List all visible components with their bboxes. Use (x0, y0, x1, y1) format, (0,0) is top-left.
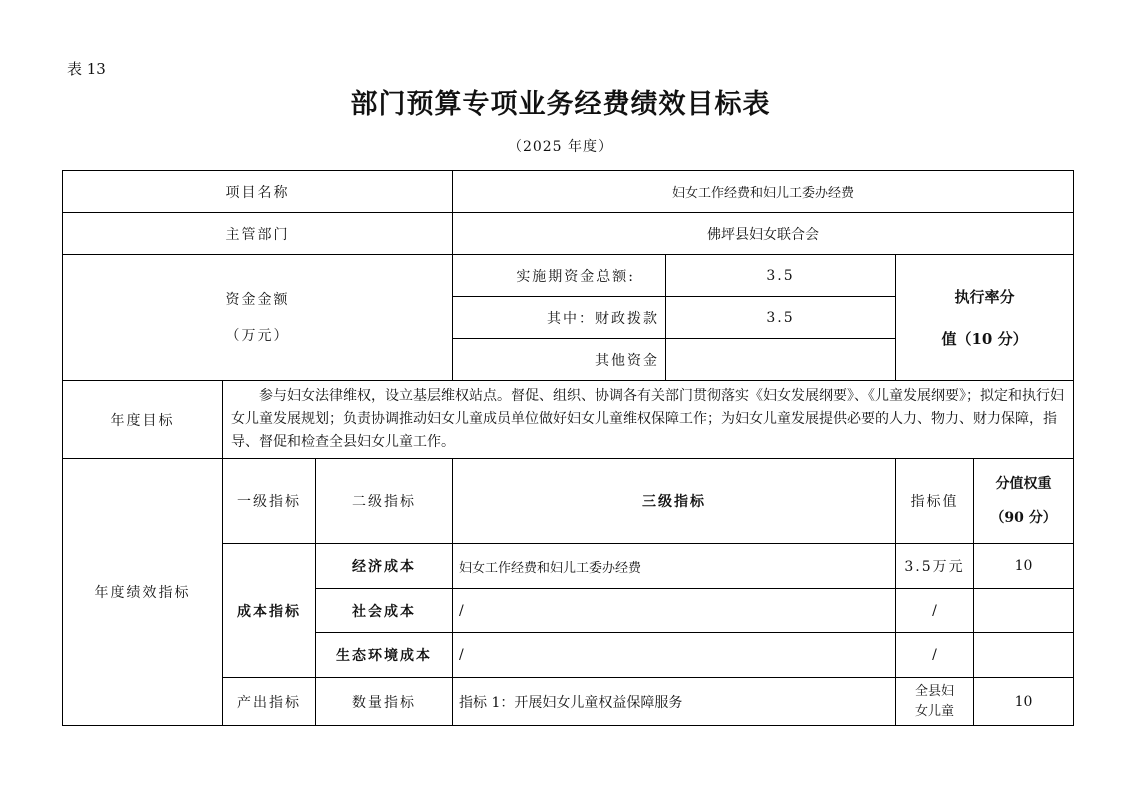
output-indicator-label: 产出指标 (223, 678, 316, 726)
header-level3: 三级指标 (453, 459, 896, 544)
header-level1: 一级指标 (223, 459, 316, 544)
funds-label-cell (63, 255, 453, 381)
header-weight-label: 分值权重 (995, 476, 1052, 492)
row-value: 3.5万元 (896, 544, 974, 589)
row-level3: 指标 1：开展妇女儿童权益保障服务 (453, 678, 896, 726)
funds-total-label: 实施期资金总额: (453, 255, 666, 297)
execution-rate-cell (896, 255, 1074, 381)
department-value: 佛坪县妇女联合会 (453, 213, 1074, 255)
funds-other-label: 其他资金 (453, 339, 666, 381)
funds-unit: （万元） (225, 327, 290, 344)
row-project (63, 171, 1074, 213)
execution-rate-label-1: 执行率分 (954, 287, 1015, 306)
row-indicator-header (63, 459, 1074, 544)
funds-fiscal-value: 3.5 (666, 297, 896, 339)
goal-text: 参与妇女法律维权，设立基层维权站点。督促、组织、协调各有关部门贯彻落实《妇女发展纲要》、《儿童发展纲要》；拟定和执行妇女儿童发展规划；负责协调推动妇女儿童成员单位做好妇女儿童维权保障工作；为妇女儿童发展提供必要的人力、物力、财力保障，指导、督促和检查全县妇女儿童工作。 (223, 381, 1074, 459)
table-number: 表 13 (67, 60, 106, 78)
indicators-section-label: 年度绩效指标 (63, 459, 223, 726)
row-level3: / (453, 633, 896, 678)
row-value: / (896, 589, 974, 633)
execution-rate-label-2: 值（10 分） (941, 329, 1028, 348)
funds-label: 资金金额 (225, 291, 290, 308)
row-annual-goal (63, 381, 1074, 459)
page-title: 部门预算专项业务经费绩效目标表 (350, 89, 771, 120)
row-level2: 数量指标 (316, 678, 453, 726)
row-weight: 10 (974, 544, 1074, 589)
row-level2: 经济成本 (316, 544, 453, 589)
funds-total-value: 3.5 (666, 255, 896, 297)
header-value: 指标值 (896, 459, 974, 544)
row-level3: / (453, 589, 896, 633)
row-level2: 生态环境成本 (316, 633, 453, 678)
row-weight (974, 589, 1074, 633)
department-label: 主管部门 (63, 213, 453, 255)
header-level2: 二级指标 (316, 459, 453, 544)
row-department (63, 213, 1074, 255)
row-level3: 妇女工作经费和妇儿工委办经费 (453, 544, 896, 589)
row-weight: 10 (974, 678, 1074, 726)
row-weight (974, 633, 1074, 678)
performance-target-table (62, 170, 1074, 726)
cost-indicator-label: 成本指标 (223, 544, 316, 678)
funds-other-value (666, 339, 896, 381)
page-subtitle-year: （2025 年度） (507, 139, 614, 155)
row-funds-total (63, 255, 1074, 297)
header-weight-total: （90 分） (990, 510, 1057, 526)
project-value: 妇女工作经费和妇儿工委办经费 (453, 171, 1074, 213)
header-weight (974, 459, 1074, 544)
row-level2: 社会成本 (316, 589, 453, 633)
row-value: 全县妇女儿童 (896, 678, 974, 726)
project-label: 项目名称 (63, 171, 453, 213)
row-value: / (896, 633, 974, 678)
funds-fiscal-label: 其中：财政拨款 (453, 297, 666, 339)
goal-label: 年度目标 (63, 381, 223, 459)
